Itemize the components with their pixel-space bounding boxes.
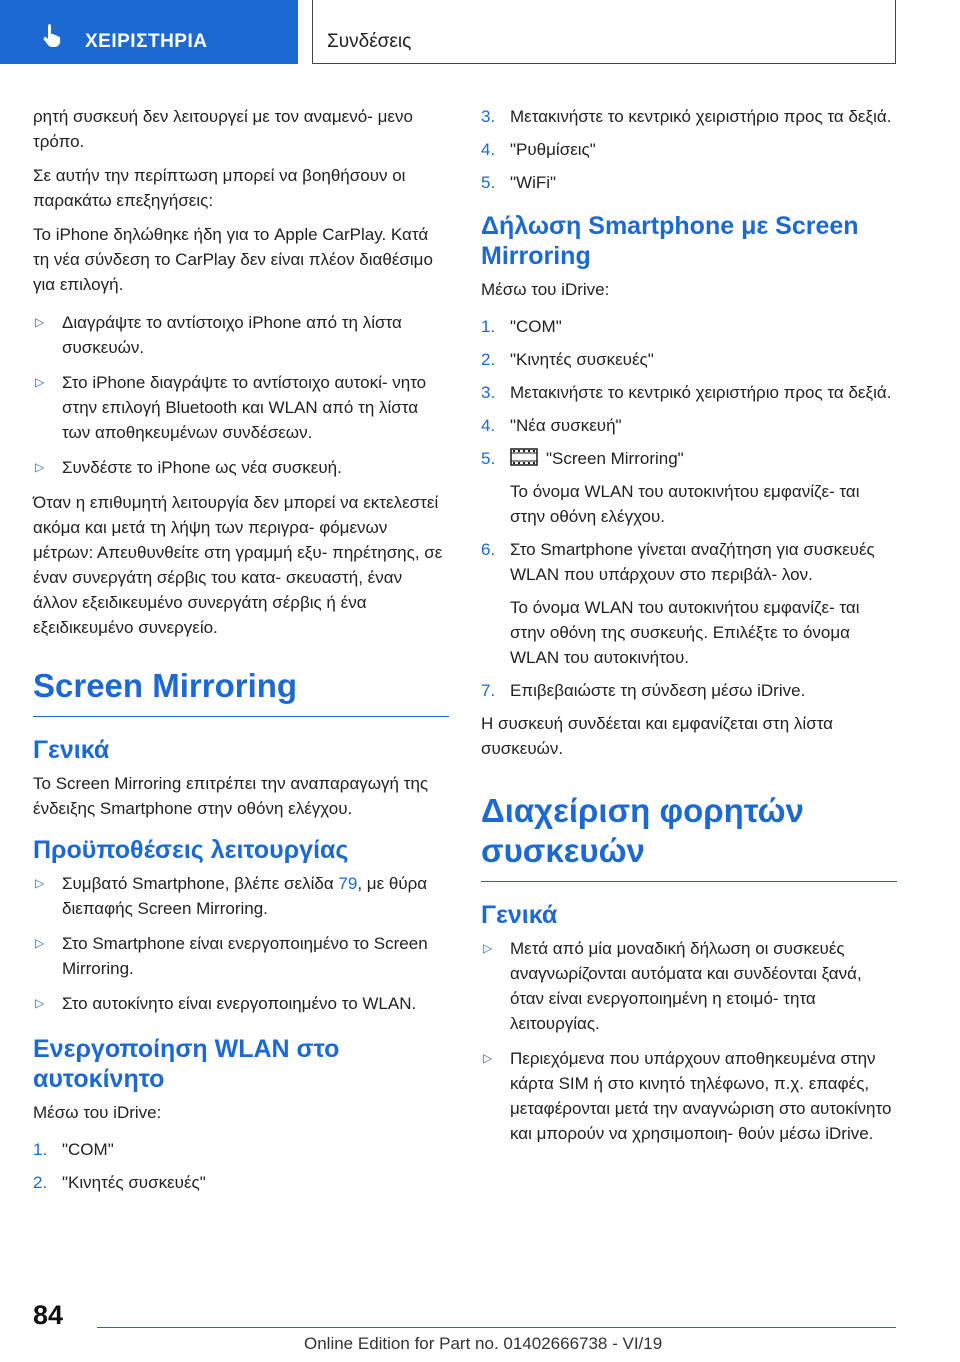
step-note: Το όνομα WLAN του αυτοκινήτου εμφανίζε- ται στην οθόνη της συσκευής. Επιλέξτε το όνομα WLAN του αυτοκινήτου. [510, 598, 860, 667]
step-item: 5. "WiFi" [481, 173, 557, 192]
left-column [33, 104, 449, 1203]
paragraph: Όταν η επιθυμητή λειτουργία δεν μπορεί να εκτελεστεί ακόμα και μετά τη λήψη των περιγρα- φόμενων μέτρων: Απευθυνθείτε στη γραμμή εξυ- πηρέτησης, σε έναν συνεργάτη σέρβις του κατα- σκευαστή, έναν άλλον εξειδικευμένο συνεργάτη σέρβις ή ένα εξειδικευμένο συνεργείο. [33, 493, 443, 637]
section-header [312, 0, 896, 64]
bullet-item: ▷ Περιεχόμενα που υπάρχουν αποθηκευμένα στην κάρτα SIM ή στο κινητό τηλέφωνο, π.χ. επαφές, μεταφέρονται μετά την αναγνώριση στο αυτοκίνητο και μπορούν να χρησιμοποιη- θούν μέσω iDrive. [481, 1046, 897, 1146]
page-link[interactable]: 79 [338, 874, 358, 893]
heading-declare-smartphone: Δήλωση Smartphone με Screen Mirroring [481, 212, 859, 270]
bullet-item: ▷ Μετά από μία μοναδική δήλωση οι συσκευές αναγνωρίζονται αυτόματα και συνδέονται ξανά, όταν είναι ενεργοποιημένη η ετοιμό- τητα λειτουργίας. [481, 936, 897, 1036]
bullet-icon: ▷ [483, 1051, 493, 1065]
footer-edition: Online Edition for Part no. 01402666738 - VI/19 [304, 1334, 663, 1353]
step-item: 3. Μετακινήστε το κεντρικό χειριστήριο προς τα δεξιά. [481, 383, 892, 402]
bullet-icon: ▷ [35, 876, 45, 890]
chapter-title: ΧΕΙΡΙΣΤΗΡΙΑ [85, 31, 208, 52]
bullet-item: ▷ Στο iPhone διαγράψτε το αντίστοιχο αυτοκί- νητο στην επιλογή Bluetooth και WLAN από τη λίστα των αποθηκευμένων συνδέσεων. [33, 370, 449, 445]
paragraph: ρητή συσκευή δεν λειτουργεί με τον αναμενό- μενο τρόπο. [33, 107, 413, 151]
bullet-icon: ▷ [35, 460, 45, 474]
page-number: 84 [33, 1300, 64, 1330]
step-item: 1. "COM" [481, 317, 562, 336]
bullet-icon: ▷ [35, 315, 45, 329]
step-item: 4. "Νέα συσκευή" [481, 416, 622, 435]
bullet-item: ▷ Στο αυτοκίνητο είναι ενεργοποιημένο το WLAN. [33, 991, 449, 1016]
step-item: 7. Επιβεβαιώστε τη σύνδεση μέσω iDrive. [481, 681, 806, 700]
heading-activate-wlan: Ενεργοποίηση WLAN στο αυτοκίνητο [33, 1035, 340, 1093]
step-item: 5. "Screen Mirroring" Το όνομα WLAN του αυτοκινήτου εμφανίζε- ται στην οθόνη ελέγχου. [481, 446, 897, 529]
bullet-icon: ▷ [483, 941, 493, 955]
step-item: 2. "Κινητές συσκευές" [481, 350, 654, 369]
heading-general: Γενικά [33, 736, 110, 764]
paragraph: Μέσω του iDrive: [33, 1103, 162, 1122]
paragraph: Μέσω του iDrive: [481, 280, 610, 299]
heading-prerequisites: Προϋποθέσεις λειτουργίας [33, 836, 349, 864]
bullet-item: ▷ Διαγράψτε το αντίστοιχο iPhone από τη λίστα συσκευών. [33, 310, 449, 360]
section-title: Συνδέσεις [327, 31, 412, 52]
chapter-tab[interactable] [0, 0, 298, 64]
footer-divider [97, 1327, 896, 1328]
step-item: 1. "COM" [33, 1140, 114, 1159]
screen-mirroring-icon [510, 447, 538, 467]
bullet-item: ▷ Στο Smartphone είναι ενεργοποιημένο το Screen Mirroring. [33, 931, 449, 981]
pointing-hand-icon [40, 22, 66, 48]
step-item: 2. "Κινητές συσκευές" [33, 1173, 206, 1192]
page-header [0, 0, 960, 66]
step-note: Το όνομα WLAN του αυτοκινήτου εμφανίζε- ται στην οθόνη ελέγχου. [510, 482, 860, 526]
step-item: 4. "Ρυθμίσεις" [481, 140, 596, 159]
heading-screen-mirroring: Screen Mirroring [33, 666, 449, 717]
paragraph: Η συσκευή συνδέεται και εμφανίζεται στη λίστα συσκευών. [481, 714, 834, 758]
bullet-icon: ▷ [35, 936, 45, 950]
right-column [481, 104, 897, 1156]
heading-general: Γενικά [481, 901, 558, 929]
bullet-item: ▷ Συμβατό Smartphone, βλέπε σελίδα 79, με θύρα διεπαφής Screen Mirroring. [33, 871, 449, 921]
paragraph: Το Screen Mirroring επιτρέπει την αναπαραγωγή της ένδειξης Smartphone στην οθόνη ελέγχου. [33, 774, 429, 818]
bullet-icon: ▷ [35, 375, 45, 389]
heading-manage-devices: Διαχείριση φορητών συσκευών [481, 791, 897, 882]
paragraph: Σε αυτήν την περίπτωση μπορεί να βοηθήσουν οι παρακάτω επεξηγήσεις: [33, 166, 406, 210]
step-item: 6. Στο Smartphone γίνεται αναζήτηση για συσκευές WLAN που υπάρχουν στο περιβάλ- λον. Το όνομα WLAN του αυτοκινήτου εμφανίζε- ται στην οθόνη της συσκευής. Επιλέξτε το όνομα WLAN του αυτοκινήτου. [481, 537, 897, 670]
bullet-icon: ▷ [35, 996, 45, 1010]
step-item: 3. Μετακινήστε το κεντρικό χειριστήριο προς τα δεξιά. [481, 107, 892, 126]
paragraph: Το iPhone δηλώθηκε ήδη για το Apple CarPlay. Κατά τη νέα σύνδεση το CarPlay δεν είναι πλέον διαθέσιμο για επιλογή. [33, 225, 433, 294]
bullet-item: ▷ Συνδέστε το iPhone ως νέα συσκευή. [33, 455, 449, 480]
